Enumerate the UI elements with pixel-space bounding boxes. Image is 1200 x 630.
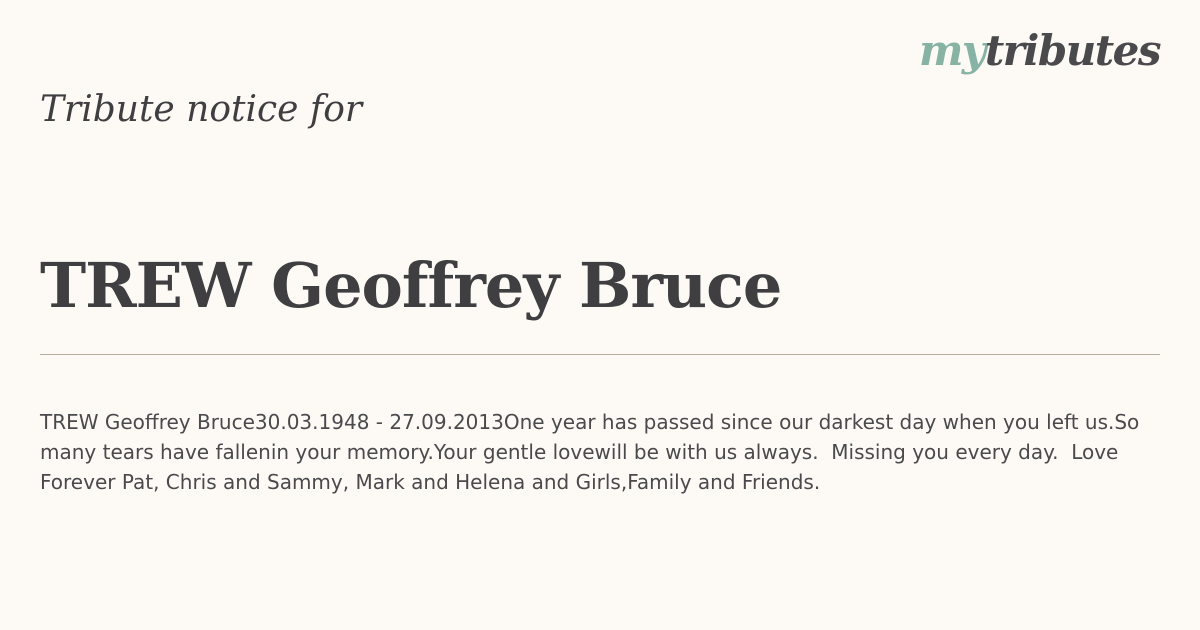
deceased-name: TREW Geoffrey Bruce bbox=[40, 248, 782, 322]
mytributes-logo[interactable] bbox=[918, 26, 1160, 75]
logo-text-tributes: tributes bbox=[984, 26, 1160, 75]
tribute-message: TREW Geoffrey Bruce30.03.1948 - 27.09.2013One year has passed since our darkest day when you left us.So many tears have fallenin your memory.Your gentle lovewill be with us always. Missing you every day. Love Forever Pat, Chris and Sammy, Mark and Helena and Girls,Family and Friends. bbox=[40, 410, 1146, 494]
logo-text-my: my bbox=[918, 26, 985, 75]
section-divider bbox=[40, 354, 1160, 355]
tribute-intro-heading: Tribute notice for bbox=[40, 89, 363, 130]
